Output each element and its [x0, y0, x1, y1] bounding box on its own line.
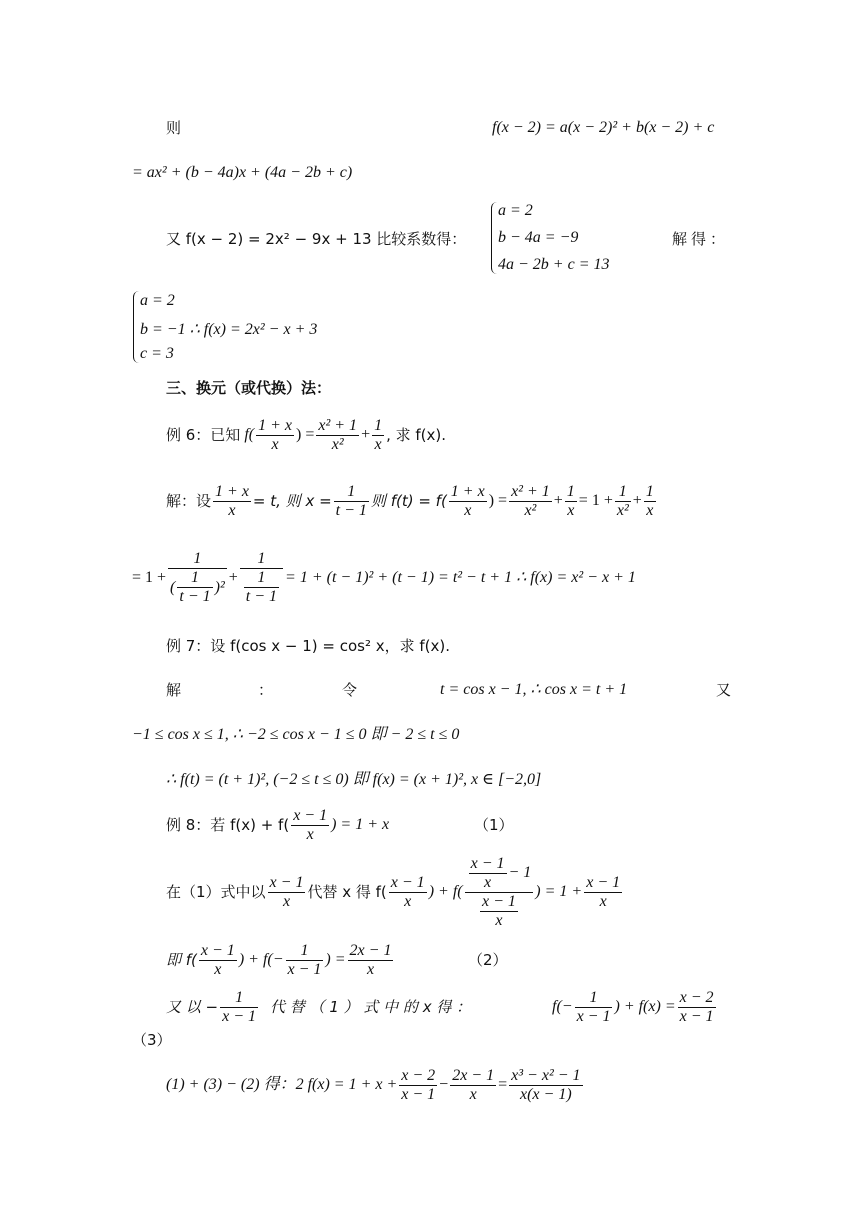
ex8-l4-d: ) + f(x) =	[614, 998, 676, 1015]
ex8-l2-c: ) + f(	[428, 883, 463, 900]
system-2-row-3: c = 3	[140, 345, 174, 362]
frac-2xm1-over-x: $\frac{2x - 1}{x}$	[349, 941, 392, 978]
frac-1px-over-x-b: $\frac{1 + x}{x}$	[215, 482, 249, 519]
section-heading: 三、换元（或代换）法：	[166, 379, 332, 397]
line-3-suffix: 解得：	[672, 230, 730, 248]
example-6-solution-2: = 1 + 1 ( $\frac{1}{t - 1}$ )² + $\frac{1}{\frac{1}{t - 1}}$ = 1 + (t − 1)² + (t − 1) = t² − t + 1 ∴ f(x) = x² − x + 1	[132, 550, 636, 605]
frac-final: $\frac{\text{x³ − x² − 1}}{x(x - 1)}$	[511, 1066, 581, 1103]
frac-1-over-x-b: $\frac{1}{x}$	[566, 482, 575, 519]
ex7-sol-b: ：	[258, 681, 274, 699]
frac-xm2-over-xm1: $\frac{x - 2}{x - 1}$	[679, 988, 714, 1025]
frac-xm1-over-x-b: $\frac{x - 1}{x}$	[269, 873, 304, 910]
system-1-row-1: a = 2	[498, 202, 533, 219]
frac-1px-over-x-c: $\frac{1 + x}{x}$	[450, 482, 485, 519]
frac-xm1-over-x-e: $\frac{x - 1}{x}$	[200, 941, 235, 978]
ex6-label: 例 6：已知	[166, 426, 241, 444]
frac-x2p1-over-x2-b: $\frac{\text{x² + 1}}{\text{x²}}$	[511, 482, 550, 519]
ex8-eq-number-3: （3）	[132, 1031, 172, 1049]
ex7-line-2: −1 ≤ cos x ≤ 1, ∴ −2 ≤ cos x − 1 ≤ 0 即 − 2 ≤ t ≤ 0	[132, 726, 460, 743]
ex8-label: 例 8：若 f(x) + f(	[166, 816, 290, 834]
system-2-row-1: a = 2	[140, 292, 175, 309]
ex7-sol-c: 令	[342, 681, 358, 699]
system-1-row-3: 4a − 2b + c = 13	[498, 256, 610, 273]
ex8-l4-a: 又 以 −	[166, 998, 219, 1016]
ex7-line-3: ∴ f(t) = (t + 1)², (−2 ≤ t ≤ 0) 即 f(x) = (x + 1)², x ∈ [−2,0]	[166, 771, 542, 788]
line-3-prefix: 又 f(x − 2) = 2x² − 9x + 13 比较系数得：	[166, 230, 467, 248]
example-6-solution-1: 解：设 $\frac{1 + x}{x}$ = t, 则 x = $\frac{1}{t - 1}$ 则 f(t) = f( $\frac{1 + x}{x}$ ) = $\frac{\text{x² + 1}}{\text{x²}}$ + $\frac{1}{x}$ = 1 + $\frac{1}{\text{x²}}$ + $\frac{1}{x}$	[166, 482, 654, 519]
ex7-sol-a: 解	[166, 681, 182, 699]
frac-x2p1-over-x2: $\frac{\text{x² + 1}}{\text{x²}}$	[318, 416, 358, 453]
frac-nested-2: $\frac{1}{\frac{1}{t - 1}}$	[240, 550, 283, 606]
ex8-eq-number-2: （2）	[468, 951, 508, 969]
frac-1-over-tm1: $\frac{1}{t - 1}$	[335, 482, 367, 519]
ex8-l5-eq: =	[498, 1076, 508, 1093]
system-2-row-2: b = −1 ∴ f(x) = 2x² − x + 3	[140, 321, 318, 338]
example-6: 例 6：已知 f( $\frac{1 + x}{x}$ ) = $\frac{\text{x² + 1}}{\text{x²}}$ + $\frac{1}{x}$ , 求 f(x).	[166, 416, 447, 453]
ex8-eq-number-1: （1）	[474, 816, 514, 834]
frac-2xm1-over-x-b: $\frac{2x - 1}{x}$	[452, 1066, 495, 1103]
ex6-tail: , 求 f(x).	[386, 426, 447, 444]
ex8-line-2	[166, 937, 395, 983]
ex8-substitution-line	[166, 848, 624, 936]
frac-1px-over-x: $\frac{1 + x}{x}$	[258, 416, 292, 453]
frac-1-over-x: $\frac{1}{x}$	[374, 416, 383, 453]
frac-xm1-over-x-d: $\frac{x - 1}{x}$	[586, 873, 621, 910]
ex8-tail: ) = 1 + x	[331, 816, 390, 833]
ex8-line-3-left	[166, 984, 471, 1030]
ex8-l3-c: ) =	[325, 951, 346, 968]
ex8-l4-c: f(−	[552, 998, 573, 1015]
ex6-sol-mid2: 则 f(t) = f(	[370, 492, 447, 510]
ex8-final-line: (1) + (3) − (2) 得：2 f(x) = 1 + x + $\frac{x - 2}{x - 1}$ − $\frac{2x - 1}{x}$ = $\frac{\text{x³ − x² − 1}}{x(x - 1)}$	[166, 1066, 581, 1103]
line-2-equation: = ax² + (b − 4a)x + (4a − 2b + c)	[132, 164, 353, 181]
frac-1-over-xm1: $\frac{1}{x - 1}$	[287, 941, 322, 978]
line-1-label: 则	[166, 119, 182, 137]
ex8-l2-b: 代替 x 得 f(	[307, 883, 387, 901]
ex6-sol-mid1: = t, 则 x =	[252, 492, 332, 510]
ex6-line2-tail: = 1 + (t − 1)² + (t − 1) = t² − t + 1 ∴ f(x) = x² − x + 1	[285, 569, 636, 586]
frac-xm1-over-x-c: $\frac{x - 1}{x}$	[390, 873, 425, 910]
ex8-l2-a: 在（1）式中以	[166, 883, 266, 901]
ex7-sol-e: 又	[716, 681, 732, 699]
ex8-l2-d: ) = 1 +	[535, 883, 583, 900]
ex8-l3-a: 即 f(	[166, 951, 197, 969]
ex6-sol-label: 解：设	[166, 492, 212, 510]
frac-xm2-over-xm1-b: $\frac{x - 2}{x - 1}$	[401, 1066, 436, 1103]
line-1-equation: f(x − 2) = a(x − 2)² + b(x − 2) + c	[492, 119, 715, 136]
system-brace-2	[133, 291, 140, 363]
ex8-l4-b: 代 替 （ 1 ） 式 中 的 x 得 ：	[270, 998, 472, 1016]
frac-1-over-x2: $\frac{1}{\text{x²}}$	[616, 482, 629, 519]
frac-xm1-over-x: $\frac{x - 1}{x}$	[293, 806, 328, 843]
system-1-row-2: b − 4a = −9	[498, 229, 579, 246]
ex8-l3-b: ) + f(−	[238, 951, 284, 968]
ex8-l5-a: (1) + (3) − (2) 得：2 f(x) = 1 + x +	[166, 1076, 398, 1093]
frac-1-over-xm1-b: $\frac{1}{x - 1}$	[222, 988, 257, 1025]
example-8	[166, 802, 389, 848]
frac-1-over-x-c: $\frac{1}{x}$	[645, 482, 654, 519]
example-7: 例 7：设 f(cos x − 1) = cos² x，求 f(x).	[166, 637, 450, 655]
ex8-line-3-right	[552, 984, 718, 1030]
system-brace-1	[491, 202, 498, 274]
frac-1-over-xm1-c: $\frac{1}{x - 1}$	[576, 988, 611, 1025]
ex7-sol-d: t = cos x − 1, ∴ cos x = t + 1	[440, 681, 628, 698]
frac-nested-1: 1 ( $\frac{1}{t - 1}$ )²	[170, 550, 225, 605]
frac-nested-3: $\frac{x - 1}{x}$ − 1 $\frac{x - 1}{x}$	[465, 855, 534, 930]
